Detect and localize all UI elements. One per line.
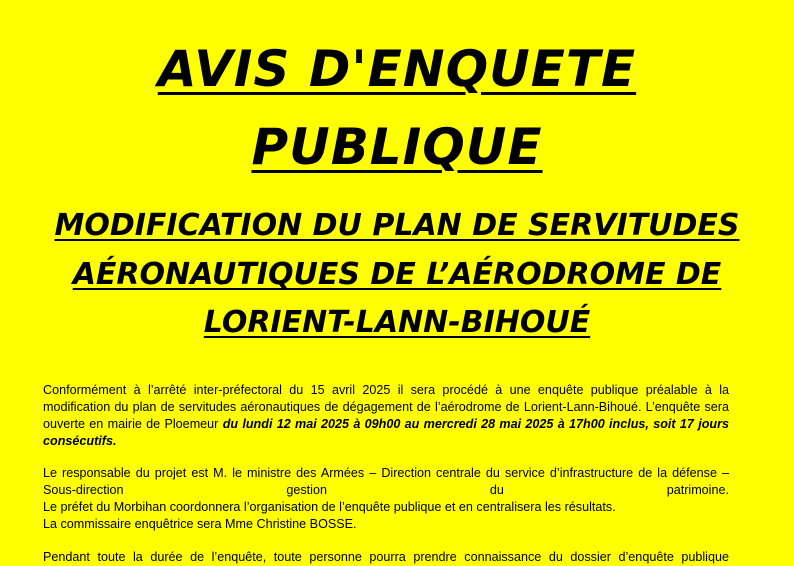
subtitle-line2: AÉRONAUTIQUES DE L’AÉRODROME DE — [72, 257, 722, 292]
subtitle-line1: MODIFICATION DU PLAN DE SERVITUDES — [54, 208, 740, 243]
subtitle-line3: LORIENT-LANN-BIHOUÉ — [203, 305, 591, 340]
responsable-text: Le responsable du projet est M. le ministre des Armées – Direction centrale du service d’infrastructure de la défense – Sous-direction gestion du patrimoine. — [43, 466, 729, 497]
paragraph-consultation: Pendant toute la durée de l’enquête, toute personne pourra prendre connaissance du dossier d’enquête publique — [43, 550, 729, 564]
notice-title-line1: AVIS D'ENQUETE — [157, 40, 637, 98]
prefet-text: Le préfet du Morbihan coordonnera l’organisation de l’enquête publique et en centralisera les résultats. — [43, 500, 616, 514]
paragraph-responsables — [43, 465, 729, 533]
paragraph-decree — [43, 382, 729, 450]
commissaire-text: La commissaire enquêtrice sera Mme Christine BOSSE. — [43, 517, 357, 531]
notice-title-line2: PUBLIQUE — [251, 118, 543, 176]
paragraph-decree-intro: Conformément à l’arrêté inter-préfectoral du 15 avril 2025 il sera procédé à une enquête publique préalable à la modification du plan de servitudes aéronautiques de dégagement de l’aérodrome de Lorient-Lann-Bihoué. L’enquête sera ouverte en mairie de Ploemeur — [43, 383, 729, 431]
enquiry-dates: du lundi 12 mai 2025 à 09h00 au mercredi 28 mai 2025 à 17h00 inclus, soit 17 jours consécutifs. — [43, 417, 729, 448]
